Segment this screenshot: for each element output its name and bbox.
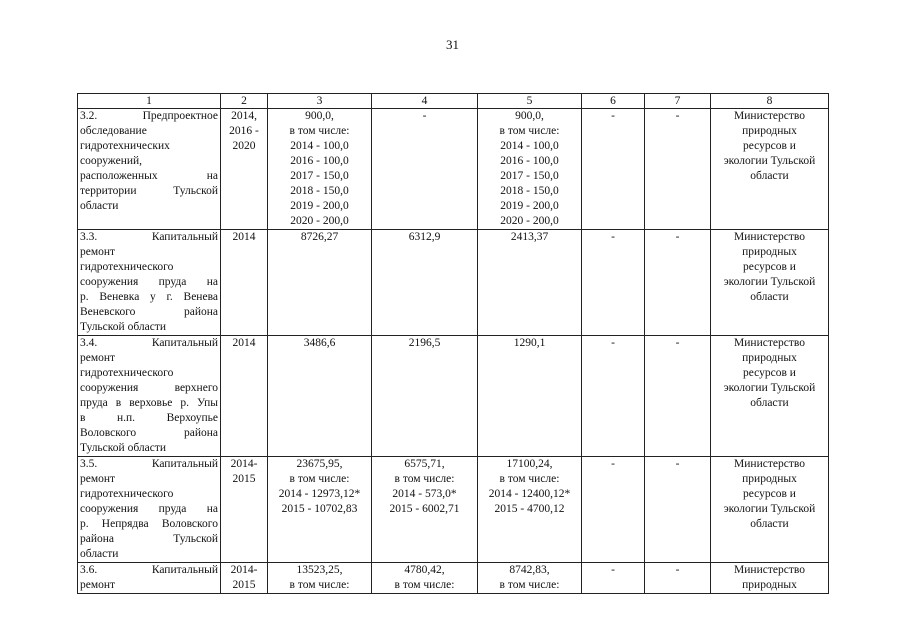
cell-line: сооружений, <box>80 155 143 167</box>
cell-line: 8726,27 <box>300 231 339 243</box>
cell-line: 6312,9 <box>408 231 441 243</box>
cell-line: обследование <box>80 125 147 137</box>
regional-funding-cell <box>478 563 582 594</box>
cell-line: 3.3. Капитальный <box>80 231 218 243</box>
regional-funding-cell <box>478 336 582 457</box>
cell-line: района Тульской <box>80 533 218 545</box>
cell-line: 2014- <box>230 564 258 576</box>
cell-line: 2020 - 200,0 <box>290 215 349 227</box>
cell-line: в том числе: <box>394 473 455 485</box>
cell-line: ремонт <box>80 246 116 258</box>
federal-funding-cell <box>372 109 478 230</box>
cell-line: 2016 - <box>229 125 259 137</box>
regional-funding-cell <box>478 109 582 230</box>
cell-line: в том числе: <box>289 579 350 591</box>
cell-line: 1290,1 <box>513 337 546 349</box>
header-cell: 2 <box>221 94 268 109</box>
cell-line: 3486,6 <box>303 337 336 349</box>
cell-line: в том числе: <box>289 125 350 137</box>
federal-funding-cell <box>372 563 478 594</box>
cell-line: - <box>611 564 615 576</box>
cell-line: 2019 - 200,0 <box>290 200 349 212</box>
table-row <box>78 336 829 457</box>
regional-funding-cell <box>478 457 582 563</box>
cell-line: - <box>611 337 615 349</box>
cell-line: Тульской области <box>80 442 167 454</box>
cell-line: 2017 - 150,0 <box>500 170 559 182</box>
cell-line: пруда в верховье р. Упы <box>80 397 218 409</box>
cell-line: ресурсов и <box>743 261 796 273</box>
years-cell <box>221 109 268 230</box>
responsible-executor-cell <box>711 457 829 563</box>
cell-line: 2014 - 100,0 <box>290 140 349 152</box>
cell-line: 2014- <box>230 458 258 470</box>
total-funding-cell <box>268 457 372 563</box>
cell-line: 8742,83, <box>509 564 550 576</box>
years-cell <box>221 336 268 457</box>
column-6-cell <box>582 336 645 457</box>
cell-line: гидротехнического <box>80 488 174 500</box>
table-row <box>78 563 829 594</box>
years-cell <box>221 457 268 563</box>
cell-line: в том числе: <box>499 473 560 485</box>
column-6-cell <box>582 109 645 230</box>
regional-funding-cell <box>478 230 582 336</box>
cell-line: 2014 - 100,0 <box>500 140 559 152</box>
cell-line: экологии Тульской <box>723 155 816 167</box>
cell-line: области <box>80 200 119 212</box>
column-7-cell <box>645 457 711 563</box>
cell-line: ремонт <box>80 473 116 485</box>
page-number: 31 <box>446 37 459 52</box>
cell-line: р. Непрядва Воловского <box>80 518 218 530</box>
cell-line: 2018 - 150,0 <box>290 185 349 197</box>
cell-line: сооружения пруда на <box>80 276 218 288</box>
cell-line: 2020 <box>232 140 256 152</box>
cell-line: гидротехнического <box>80 367 174 379</box>
cell-line: 2014 - 12400,12* <box>488 488 571 500</box>
cell-line: Министерство <box>734 337 805 349</box>
cell-line: ресурсов и <box>743 140 796 152</box>
cell-line: гидротехнических <box>80 140 170 152</box>
cell-line: 2018 - 150,0 <box>500 185 559 197</box>
cell-line: ремонт <box>80 579 116 591</box>
activity-name-cell <box>78 563 221 594</box>
cell-line: области <box>750 291 789 303</box>
responsible-executor-cell <box>711 563 829 594</box>
responsible-executor-cell <box>711 109 829 230</box>
cell-line: р. Веневка у г. Венева <box>80 291 218 303</box>
years-cell <box>221 563 268 594</box>
cell-line: природных <box>742 125 797 137</box>
activity-name-cell <box>78 457 221 563</box>
header-cell: 8 <box>711 94 829 109</box>
cell-line: Министерство <box>734 231 805 243</box>
cell-line: 2015 <box>232 473 256 485</box>
table-header-row <box>78 94 829 109</box>
cell-line: - <box>611 110 615 122</box>
table-row <box>78 109 829 230</box>
cell-line: экологии Тульской <box>723 503 816 515</box>
cell-line: 2014 - 573,0* <box>392 488 457 500</box>
cell-line: 2015 - 6002,71 <box>389 503 460 515</box>
cell-line: 2020 - 200,0 <box>500 215 559 227</box>
column-6-cell <box>582 230 645 336</box>
cell-line: 900,0, <box>515 110 544 122</box>
cell-line: 2017 - 150,0 <box>290 170 349 182</box>
activity-name-cell <box>78 109 221 230</box>
header-cell: 4 <box>372 94 478 109</box>
cell-line: 2016 - 100,0 <box>290 155 349 167</box>
total-funding-cell <box>268 109 372 230</box>
program-table <box>77 93 829 594</box>
table-body <box>78 94 829 594</box>
cell-line: экологии Тульской <box>723 382 816 394</box>
cell-line: сооружения пруда на <box>80 503 218 515</box>
cell-line: 2015 - 4700,12 <box>494 503 565 515</box>
cell-line: в том числе: <box>394 579 455 591</box>
cell-line: области <box>80 548 119 560</box>
cell-line: 3.6. Капитальный <box>80 564 218 576</box>
column-7-cell <box>645 109 711 230</box>
cell-line: 3.5. Капитальный <box>80 458 218 470</box>
cell-line: 4780,42, <box>404 564 445 576</box>
cell-line: природных <box>742 352 797 364</box>
cell-line: - <box>675 564 680 576</box>
header-cell: 3 <box>268 94 372 109</box>
cell-line: ресурсов и <box>743 488 796 500</box>
cell-line: в том числе: <box>289 473 350 485</box>
cell-line: природных <box>742 579 797 591</box>
cell-line: 2015 <box>232 579 256 591</box>
cell-line: 2015 - 10702,83 <box>281 503 358 515</box>
column-6-cell <box>582 563 645 594</box>
cell-line: природных <box>742 473 797 485</box>
header-cell: 6 <box>582 94 645 109</box>
cell-line: - <box>675 458 680 470</box>
cell-line: 2019 - 200,0 <box>500 200 559 212</box>
column-6-cell <box>582 457 645 563</box>
activity-name-cell <box>78 230 221 336</box>
cell-line: 2413,37 <box>510 231 549 243</box>
header-cell: 1 <box>78 94 221 109</box>
cell-line: - <box>675 337 680 349</box>
cell-line: - <box>675 231 680 243</box>
federal-funding-cell <box>372 457 478 563</box>
table-row <box>78 457 829 563</box>
cell-line: области <box>750 170 789 182</box>
cell-line: - <box>611 231 615 243</box>
cell-line: 13523,25, <box>296 564 343 576</box>
cell-line: 23675,95, <box>296 458 343 470</box>
column-7-cell <box>645 563 711 594</box>
cell-line: - <box>611 458 615 470</box>
column-7-cell <box>645 230 711 336</box>
header-cell: 7 <box>645 94 711 109</box>
cell-line: территории Тульской <box>80 185 218 197</box>
cell-line: в том числе: <box>499 579 560 591</box>
total-funding-cell <box>268 230 372 336</box>
cell-line: - <box>675 110 680 122</box>
cell-line: Воловского района <box>80 427 218 439</box>
cell-line: Министерство <box>734 564 805 576</box>
cell-line: природных <box>742 246 797 258</box>
cell-line: 2016 - 100,0 <box>500 155 559 167</box>
federal-funding-cell <box>372 336 478 457</box>
cell-line: области <box>750 397 789 409</box>
cell-line: области <box>750 518 789 530</box>
header-cell: 5 <box>478 94 582 109</box>
cell-line: - <box>422 110 427 122</box>
cell-line: 3.4. Капитальный <box>80 337 218 349</box>
cell-line: 17100,24, <box>506 458 553 470</box>
cell-line: ресурсов и <box>743 367 796 379</box>
cell-line: 2014 <box>232 231 256 243</box>
cell-line: 2014 - 12973,12* <box>278 488 361 500</box>
cell-line: Министерство <box>734 458 805 470</box>
cell-line: сооружения верхнего <box>80 382 218 394</box>
cell-line: Тульской области <box>80 321 167 333</box>
column-7-cell <box>645 336 711 457</box>
table-row <box>78 230 829 336</box>
cell-line: ремонт <box>80 352 116 364</box>
cell-line: Министерство <box>734 110 805 122</box>
cell-line: Веневского района <box>80 306 218 318</box>
responsible-executor-cell <box>711 336 829 457</box>
activity-name-cell <box>78 336 221 457</box>
cell-line: 900,0, <box>305 110 334 122</box>
responsible-executor-cell <box>711 230 829 336</box>
cell-line: 3.2. Предпроектное <box>80 110 218 122</box>
cell-line: в том числе: <box>499 125 560 137</box>
cell-line: 2196,5 <box>408 337 441 349</box>
cell-line: гидротехнического <box>80 261 174 273</box>
total-funding-cell <box>268 336 372 457</box>
cell-line: экологии Тульской <box>723 276 816 288</box>
cell-line: 2014 <box>232 337 256 349</box>
cell-line: 2014, <box>231 110 257 122</box>
federal-funding-cell <box>372 230 478 336</box>
total-funding-cell <box>268 563 372 594</box>
years-cell <box>221 230 268 336</box>
cell-line: в н.п. Верхоупье <box>80 412 218 424</box>
cell-line: 6575,71, <box>404 458 445 470</box>
cell-line: расположенных на <box>80 170 218 182</box>
